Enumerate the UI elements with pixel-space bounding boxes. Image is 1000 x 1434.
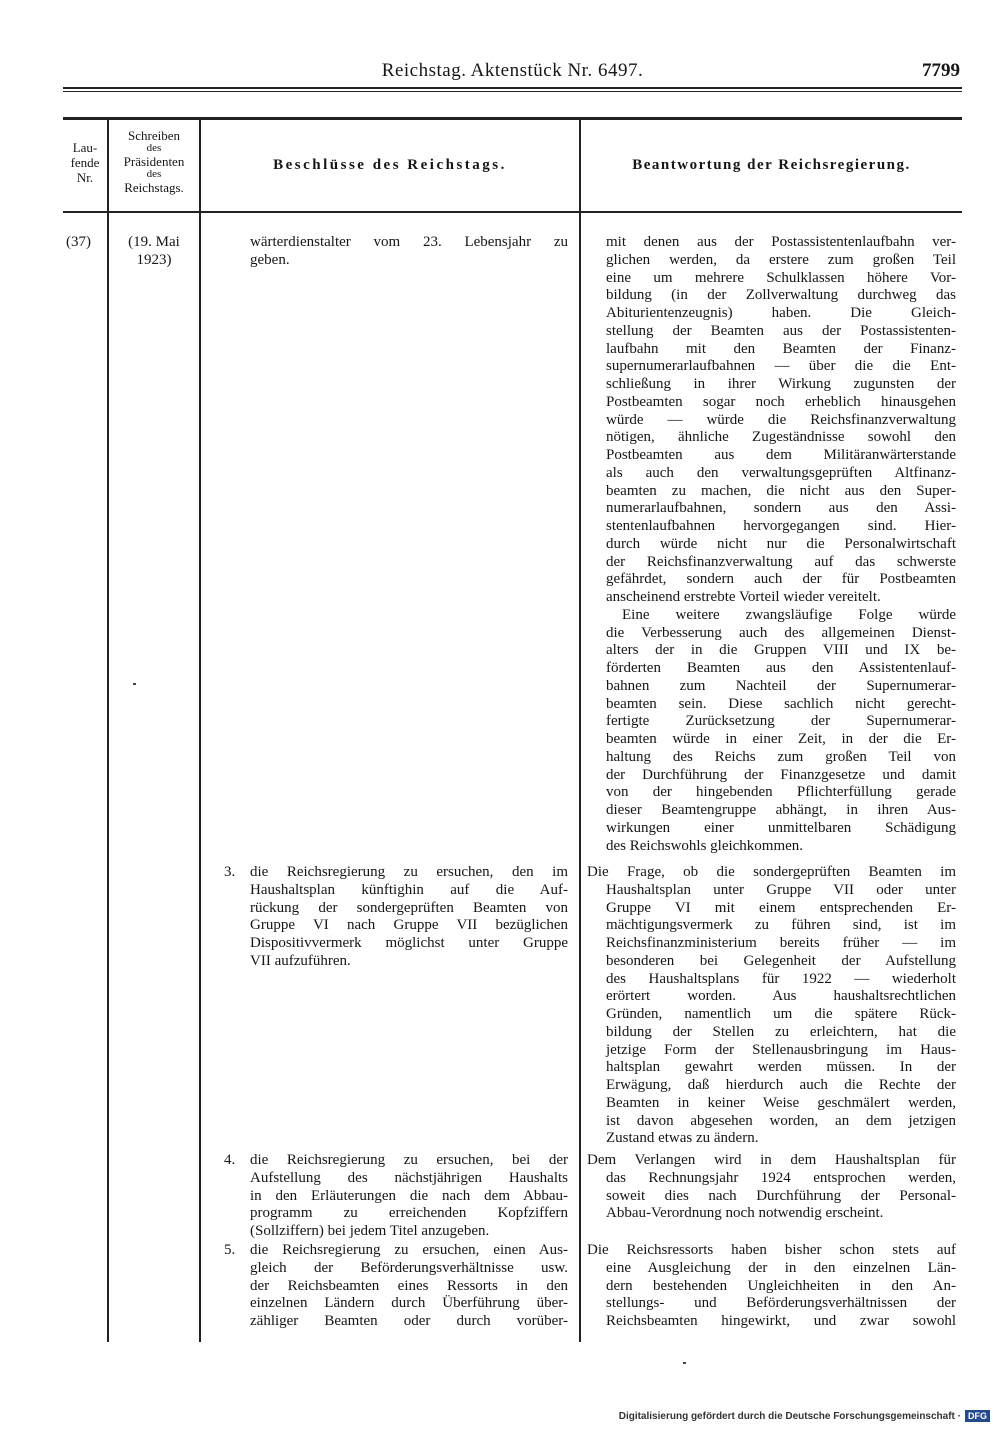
page-number: 7799	[922, 60, 960, 81]
text-line: gefährdet, sondern auch der für Postbeamten	[606, 571, 956, 588]
running-number: (37)	[66, 234, 91, 250]
text-line: numerarlaufbahnen, sondern aus den Assi-	[606, 500, 956, 517]
text-line: dern bestehenden Ungleichheiten in den An-	[606, 1277, 956, 1294]
letter-date	[109, 234, 199, 270]
text-line: wirkungen einer unmittelbaren Schädigung	[606, 819, 956, 836]
ink-speck	[683, 1362, 686, 1364]
text-line: jetzige Form der Stellenausbringung im Haus-	[606, 1041, 956, 1058]
text-line: Reichsbeamten hingewirkt, und zwar sowohl	[606, 1313, 956, 1329]
text-line: förderten Beamten aus den Assistentenlauf-	[606, 660, 956, 676]
item-number: 5.	[224, 1242, 236, 1258]
header-line: des	[146, 168, 162, 180]
text-line: die Reichsregierung zu ersuchen, einen Aus-	[250, 1242, 568, 1258]
text-line: schließung in ihrer Wirkung zugunsten der	[606, 376, 956, 392]
text-line: dieser Beamtengruppe abhängt, in ihren Aus-	[606, 802, 956, 818]
text-line: Abbau-Verordnung noch notwendig erscheint.	[606, 1205, 884, 1222]
text-line: glichen werden, da erstere zum großen Teil	[606, 251, 956, 268]
text-line: des Haushaltsplans für 1922 — wiederholt	[606, 970, 956, 987]
item-number: 3.	[224, 864, 236, 880]
text-line: mit denen aus der Postassistentenlaufbahn ver-	[606, 234, 956, 250]
text-line: (Sollziffern) bei jedem Titel anzugeben.	[250, 1223, 490, 1239]
table-top-rule	[63, 117, 962, 120]
text-line: fertigte Zurücksetzung der Supernumerar-	[606, 713, 956, 730]
text-line: Haushaltsplan künftighin auf die Auf-	[250, 881, 568, 898]
text-line: geben.	[250, 251, 290, 268]
text-line: von der hingebenden Pflichterfüllung gerade	[606, 784, 956, 801]
text-line: würde — würde die Reichsfinanzverwaltung	[606, 411, 956, 428]
answer-paragraph	[587, 864, 956, 1148]
text-line: Gruppe VI nach Gruppe VII bezüglichen	[250, 917, 568, 934]
text-line: Reichsfinanzministerium bereits früher — im	[606, 935, 956, 951]
footer-text: Digitalisierung gefördert durch die Deutsche Forschungsgemeinschaft ·	[618, 1410, 961, 1422]
rule-top	[63, 87, 962, 89]
text-line: besonderen bei Gelegenheit der Aufstellung	[606, 952, 956, 969]
text-line: die Reichsregierung zu ersuchen, den im	[250, 864, 568, 880]
header-line: fende	[70, 155, 100, 170]
footer	[619, 1410, 990, 1422]
text-line: stellungs- und Beförderungsverhältnissen der	[606, 1295, 956, 1312]
text-line: beamten sein. Diese sachlich nicht gerecht-	[606, 695, 956, 712]
answer-paragraph	[606, 234, 956, 855]
header-line: Präsidenten	[123, 154, 185, 169]
header-line: Nr.	[76, 170, 94, 185]
text-line: beamten würde in einer Zeit, in der die Er-	[606, 731, 956, 747]
text-line: gleich der Beförderungsverhältnisse usw.	[250, 1259, 568, 1276]
text-line: nötigen, ähnliche Zugeständnisse sowohl den	[606, 429, 956, 446]
dfg-logo: DFG	[965, 1410, 990, 1422]
text-line: Postbeamten aus dem Militäranwärterstande	[606, 447, 956, 463]
text-line: des Reichswohls gleichkommen.	[606, 837, 804, 854]
text-line: soweit dies nach Durchführung der Personal-	[606, 1187, 956, 1204]
text-line: die Verbesserung auch des allgemeinen Dienst-	[606, 624, 956, 641]
text-line: der Reichsbeamten eines Ressorts in den	[250, 1277, 568, 1294]
running-head	[63, 60, 962, 84]
text-line: supernumerarlaufbahnen — über die die Ent-	[606, 358, 956, 375]
header-line: Reichstags.	[124, 180, 184, 195]
text-line: beamten zu machen, die nicht aus den Super-	[606, 482, 956, 499]
header-line: Lau-	[72, 140, 98, 155]
text-line: Gruppe VI mit einem entsprechenden Er-	[606, 899, 956, 916]
text-line: rückung der sondergeprüften Beamten von	[250, 899, 568, 916]
header-line: Schreiben	[128, 128, 180, 143]
header-government-answer: Beantwortung der Reichsregierung.	[632, 157, 911, 173]
text-line: der Durchführung der Finanzgesetze und damit	[606, 766, 956, 783]
text-line: eine um mehrere Schulklassen höhere Vor-	[606, 269, 956, 286]
text-line: durch würde nicht nur die Personalwirtschaft	[606, 535, 956, 552]
column-rule-2	[199, 120, 201, 1342]
text-line: haltung des Reichs zum großen Teil von	[606, 748, 956, 765]
text-line: programm zu erreichenden Kopfziffern	[250, 1205, 568, 1222]
text-line: alters der in die Gruppen VIII und IX be-	[606, 642, 956, 659]
text-line: laufbahn mit den Beamten der Finanz-	[606, 340, 956, 357]
text-line: Dem Verlangen wird in dem Haushaltsplan für	[587, 1152, 956, 1168]
text-line: in den Erläuterungen die nach dem Abbau-	[250, 1187, 568, 1204]
answer-paragraph	[587, 1242, 956, 1331]
text-line: Eine weitere zwangsläufige Folge würde	[622, 606, 956, 623]
resolution-item	[250, 864, 568, 971]
header-letter	[109, 128, 199, 195]
ink-speck	[133, 683, 136, 685]
text-line: bildung (in der Zollverwaltung durchweg das	[606, 287, 956, 304]
text-line: mächtigungsvermerk zu führen sind, ist im	[606, 917, 956, 934]
text-line: bahnen zum Nachteil der Supernumerar-	[606, 677, 956, 694]
rule-top-thin	[63, 91, 962, 92]
text-line: stellung der Beamten aus der Postassistenten-	[606, 322, 956, 339]
text-line: VII aufzuführen.	[250, 952, 351, 969]
item-number: 4.	[224, 1152, 236, 1168]
table-header-rule	[63, 211, 962, 213]
text-line: Dispositivvermerk möglichst unter Gruppe	[250, 935, 568, 951]
date-line: (19. Mai	[128, 234, 180, 250]
answer-paragraph	[587, 1152, 956, 1223]
text-line: erörtert worden. Aus haushaltsrechtlichen	[606, 988, 956, 1005]
text-line: Die Reichsressorts haben bisher schon stets auf	[587, 1242, 956, 1258]
text-line: Beamten in keiner Weise geschmälert werden,	[606, 1094, 956, 1111]
text-line: Haushaltsplan unter Gruppe VII oder unter	[606, 881, 956, 898]
resolution-item	[250, 1152, 568, 1241]
text-line: stentenlaufbahnen hervorgegangen sind. Hier-	[606, 518, 956, 534]
text-line: Aufstellung des nächstjährigen Haushalts	[250, 1169, 568, 1186]
resolution-item	[250, 234, 568, 270]
text-line: Gründen, namentlich um die spätere Rück-	[606, 1006, 956, 1022]
text-line: Postbeamten sogar noch erheblich hinausgehen	[606, 393, 956, 410]
text-line: Die Frage, ob die sondergeprüften Beamten im	[587, 864, 956, 880]
text-line: ist davon abgesehen worden, an dem jetzigen	[606, 1112, 956, 1129]
text-line: anscheinend erstrebte Vorteil wieder vereitelt.	[606, 589, 881, 605]
text-line: eine Ausgleichung der in den einzelnen Län-	[606, 1259, 956, 1276]
text-line: das Rechnungsjahr 1924 entsprochen werden,	[606, 1169, 956, 1186]
text-line: Zustand etwas zu ändern.	[606, 1130, 759, 1147]
resolution-item	[250, 1242, 568, 1331]
text-line: wärterdienstalter vom 23. Lebensjahr zu	[250, 234, 568, 250]
text-line: die Reichsregierung zu ersuchen, bei der	[250, 1152, 568, 1168]
text-line: zähliger Beamten oder durch vorüber-	[250, 1313, 568, 1329]
text-line: Erwägung, daß hierdurch auch die Rechte der	[606, 1077, 956, 1093]
text-line: als auch den verwaltungsgeprüften Altfinanz-	[606, 464, 956, 481]
text-line: der Reichsfinanzverwaltung auf das schwerste	[606, 553, 956, 570]
text-line: bildung der Stellen zu erleichtern, hat die	[606, 1023, 956, 1040]
header-running-number	[63, 140, 107, 185]
text-line: einzelnen Ländern durch Überführung über-	[250, 1295, 568, 1312]
date-line: 1923)	[136, 251, 172, 268]
header-line: des	[146, 142, 162, 154]
text-line: Abiturientenzeugnis) haben. Die Gleich-	[606, 305, 956, 321]
header-resolutions: Beschlüsse des Reichstags.	[273, 157, 507, 173]
running-title: Reichstag. Aktenstück Nr. 6497.	[381, 60, 644, 81]
column-rule-1	[107, 120, 109, 1342]
column-rule-3	[579, 120, 581, 1342]
text-line: haltsplan gewahrt werden müssen. In der	[606, 1059, 956, 1076]
